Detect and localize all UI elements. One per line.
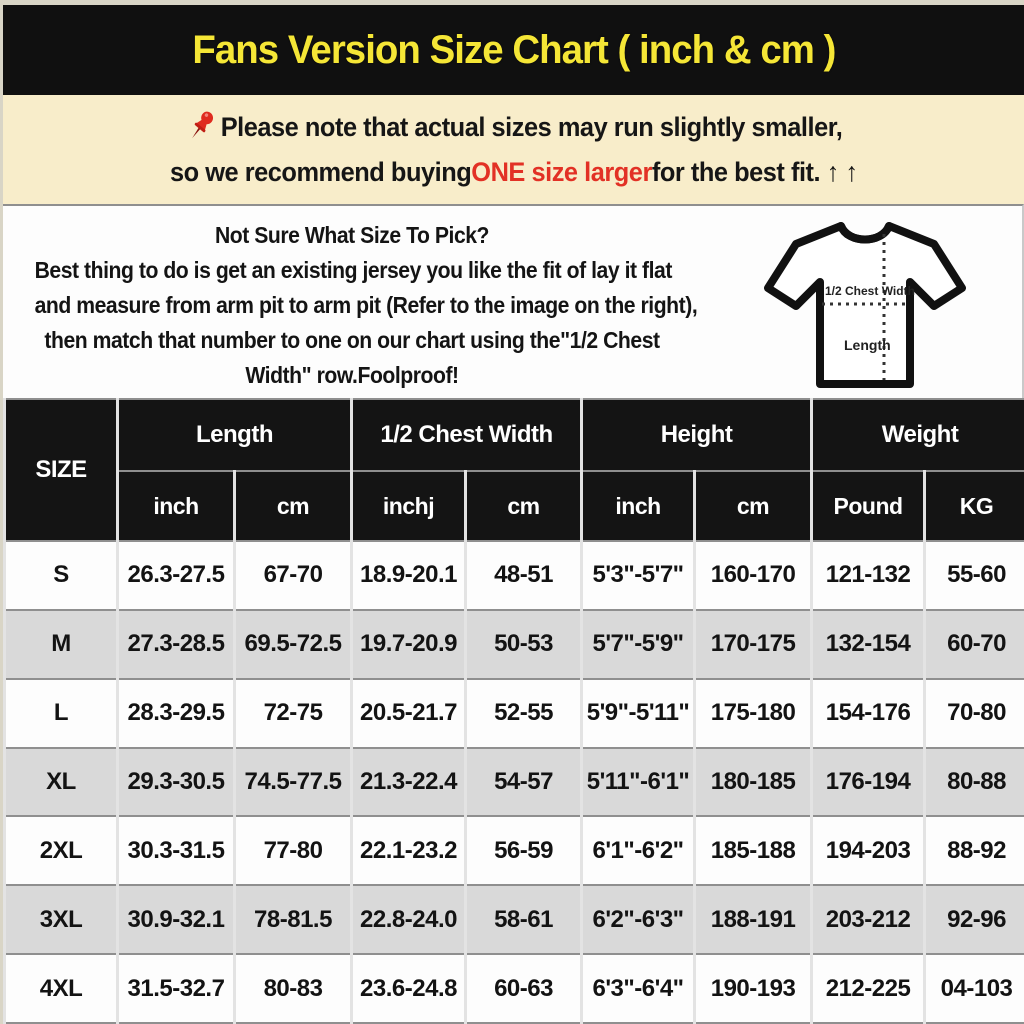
value-cell: 58-61 [466,885,582,954]
instructions-text [34,218,698,393]
value-cell: 88-92 [925,816,1024,885]
instructions-line: Width" row.Foolproof! [245,362,459,388]
notice-highlight: ONE size larger [470,157,652,187]
notice-text-2-post: for the best fit. ↑ ↑ [651,157,858,187]
size-cell: XL [5,748,118,817]
value-cell: 6'1"-6'2" [582,816,695,885]
subheader-length-cm: cm [235,471,352,541]
value-cell: 6'3"-6'4" [582,954,695,1023]
instructions-line: Not Sure What Size To Pick? [214,222,490,248]
value-cell: 5'3"-5'7" [582,541,695,610]
value-cell: 56-59 [466,816,582,885]
table-row [5,954,1024,1023]
value-cell: 22.8-24.0 [352,885,466,954]
header-chest-width: 1/2 Chest Width [352,399,582,471]
value-cell: 170-175 [695,610,812,679]
value-cell: 70-80 [925,679,1024,748]
size-cell: S [5,541,118,610]
value-cell: 22.1-23.2 [352,816,466,885]
subheader-height-inch: inch [582,471,695,541]
value-cell: 74.5-77.5 [235,748,352,817]
title-bar [3,5,1024,95]
value-cell: 92-96 [925,885,1024,954]
value-cell: 121-132 [812,541,925,610]
length-label: Length [844,337,891,353]
size-cell: L [5,679,118,748]
value-cell: 188-191 [695,885,812,954]
subheader-height-cm: cm [695,471,812,541]
value-cell: 48-51 [466,541,582,610]
value-cell: 28.3-29.5 [118,679,235,748]
instructions-line: and measure from arm pit to arm pit (Refer to the image on the right), [34,292,698,318]
value-cell: 5'7"-5'9" [582,610,695,679]
value-cell: 20.5-21.7 [352,679,466,748]
tshirt-measure-icon [744,212,994,396]
value-cell: 60-70 [925,610,1024,679]
page-title: Fans Version Size Chart ( inch & cm ) [191,27,836,72]
value-cell: 5'11"-6'1" [582,748,695,817]
notice-line-2 [170,157,858,188]
value-cell: 54-57 [466,748,582,817]
tshirt-diagram [744,212,994,396]
value-cell: 21.3-22.4 [352,748,466,817]
value-cell: 18.9-20.1 [352,541,466,610]
value-cell: 52-55 [466,679,582,748]
value-cell: 185-188 [695,816,812,885]
table-row [5,679,1024,748]
subheader-weight-pound: Pound [812,471,925,541]
chest-width-label: 1/2 Chest Width [825,284,915,298]
value-cell: 60-63 [466,954,582,1023]
size-cell: 3XL [5,885,118,954]
value-cell: 26.3-27.5 [118,541,235,610]
table-row [5,816,1024,885]
notice-banner [3,95,1024,204]
value-cell: 194-203 [812,816,925,885]
value-cell: 69.5-72.5 [235,610,352,679]
value-cell: 27.3-28.5 [118,610,235,679]
subheader-weight-kg: KG [925,471,1024,541]
header-weight: Weight [812,399,1024,471]
size-cell: 2XL [5,816,118,885]
table-row [5,610,1024,679]
subheader-chest-cm: cm [466,471,582,541]
value-cell: 175-180 [695,679,812,748]
table-header [5,399,1024,541]
notice-line-1 [185,111,842,143]
value-cell: 72-75 [235,679,352,748]
value-cell: 67-70 [235,541,352,610]
value-cell: 5'9"-5'11" [582,679,695,748]
value-cell: 154-176 [812,679,925,748]
value-cell: 203-212 [812,885,925,954]
header-size: SIZE [5,399,118,541]
size-cell: M [5,610,118,679]
instructions-line: then match that number to one on our chart using the"1/2 Chest [44,327,660,353]
size-table [3,398,1024,1024]
value-cell: 31.5-32.7 [118,954,235,1023]
value-cell: 176-194 [812,748,925,817]
value-cell: 180-185 [695,748,812,817]
notice-text-2-pre: so we recommend buying [169,157,471,187]
value-cell: 132-154 [812,610,925,679]
value-cell: 50-53 [466,610,582,679]
table-row [5,885,1024,954]
value-cell: 80-88 [925,748,1024,817]
value-cell: 04-103 [925,954,1024,1023]
notice-text-1: Please note that actual sizes may run slightly smaller, [220,111,843,142]
pushpin-icon [185,107,219,143]
value-cell: 78-81.5 [235,885,352,954]
value-cell: 6'2"-6'3" [582,885,695,954]
table-row [5,748,1024,817]
subheader-chest-inch: inchj [352,471,466,541]
value-cell: 23.6-24.8 [352,954,466,1023]
value-cell: 30.9-32.1 [118,885,235,954]
header-height: Height [582,399,812,471]
instructions-line: Best thing to do is get an existing jersey you like the fit of lay it flat [34,257,672,283]
header-length: Length [118,399,352,471]
subheader-length-inch: inch [118,471,235,541]
value-cell: 29.3-30.5 [118,748,235,817]
size-cell: 4XL [5,954,118,1023]
table-row [5,541,1024,610]
value-cell: 212-225 [812,954,925,1023]
instructions-section [3,204,1024,398]
table-body [5,541,1024,1023]
value-cell: 55-60 [925,541,1024,610]
value-cell: 30.3-31.5 [118,816,235,885]
value-cell: 190-193 [695,954,812,1023]
value-cell: 19.7-20.9 [352,610,466,679]
value-cell: 80-83 [235,954,352,1023]
value-cell: 160-170 [695,541,812,610]
value-cell: 77-80 [235,816,352,885]
